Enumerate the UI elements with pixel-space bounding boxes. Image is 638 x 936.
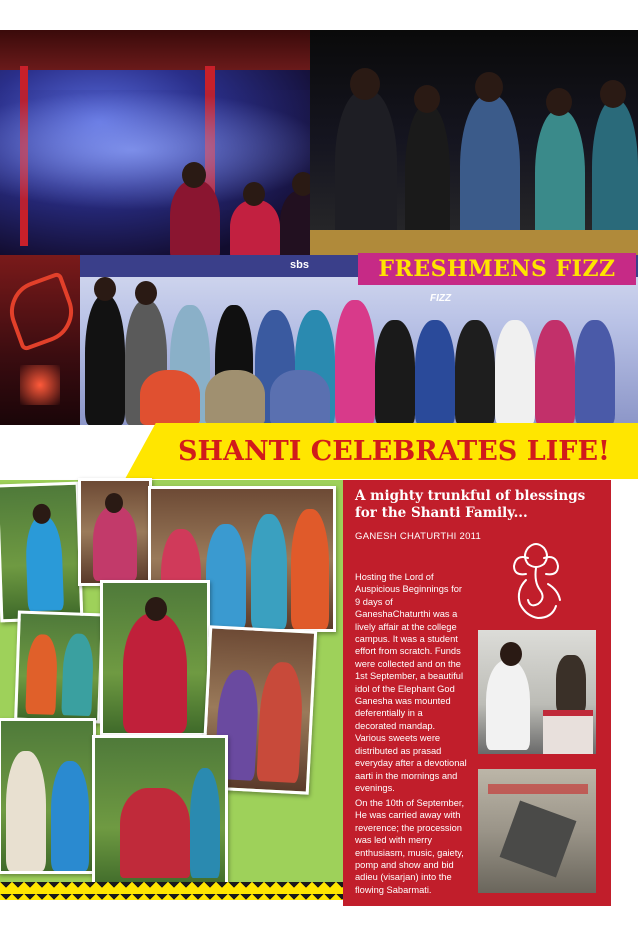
para1-line: GaneshaChaturthi was a	[355, 609, 458, 620]
para1-line: distributed as prasad	[355, 745, 442, 756]
para1-line: Ganesha was mounted	[355, 696, 451, 707]
para1-line: everyday after a devotional	[355, 758, 467, 769]
para1-line: were collected and on the	[355, 658, 461, 669]
para1-line: 1st September, a beautiful	[355, 671, 464, 682]
para1-line: 9 days of	[355, 596, 393, 607]
para1-line: lively affair at the college	[355, 621, 457, 632]
para2-line: adieu (visarjan) into the	[355, 872, 452, 883]
para2-line: was led with merry	[355, 835, 432, 846]
para1-line: Auspicious Beginnings for	[355, 584, 462, 595]
para1-line: decorated mandap.	[355, 720, 436, 731]
procession-aerial-photo	[478, 769, 596, 893]
party-dance-photo-right	[310, 30, 638, 255]
para1-line: campus. It was a student	[355, 634, 458, 645]
para1-line: aarti in the mornings and	[355, 770, 458, 781]
garba-photo-8	[92, 735, 228, 891]
para1-line: Various sweets were	[355, 733, 441, 744]
para2-line: reverence; the procession	[355, 822, 462, 833]
ganesha-idol-photo	[478, 630, 596, 754]
sponsor-sbs-text: sbs	[290, 259, 309, 271]
article-heading	[355, 488, 600, 522]
para1-line: deferentially in a	[355, 708, 423, 719]
party-dance-photo-left	[0, 30, 330, 260]
freshmens-fizz-title: FRESHMENS FIZZ	[358, 253, 636, 285]
article-subheading: GANESH CHATURTHI 2011	[355, 531, 482, 542]
para2-line: On the 10th of September,	[355, 798, 465, 808]
garba-photo-7	[0, 718, 96, 874]
stage-lights-photo	[0, 255, 80, 425]
para1-line: idol of the Elephant God	[355, 683, 455, 694]
article-paragraph-1	[355, 571, 473, 794]
article-heading-line-2: for the Shanti Family...	[355, 505, 528, 521]
para1-line: Hosting the Lord of	[355, 572, 434, 582]
para2-line: flowing Sabarmati.	[355, 884, 432, 895]
sponsor-fizz-text: FIZZ	[430, 293, 452, 304]
para2-line: He was carried away with	[355, 810, 461, 821]
article-paragraph-2	[355, 797, 473, 896]
garba-photo-4	[14, 611, 104, 724]
para1-line: effort from scratch. Funds	[355, 646, 461, 657]
garba-photo-5	[100, 580, 210, 736]
shanti-celebrates-life-title: SHANTI CELEBRATES LIFE!	[178, 436, 610, 467]
garba-photo-1	[0, 482, 83, 623]
article-heading-line-1: A mighty trunkful of blessings	[355, 488, 586, 504]
para2-line: enthusiasm, music, gaiety,	[355, 847, 464, 858]
para1-line: evenings.	[355, 782, 395, 793]
garba-photo-2	[78, 478, 152, 586]
para2-line: pomp and show and bid	[355, 860, 454, 871]
ganesha-line-icon	[506, 540, 566, 624]
decorative-zigzag-border	[0, 882, 343, 900]
